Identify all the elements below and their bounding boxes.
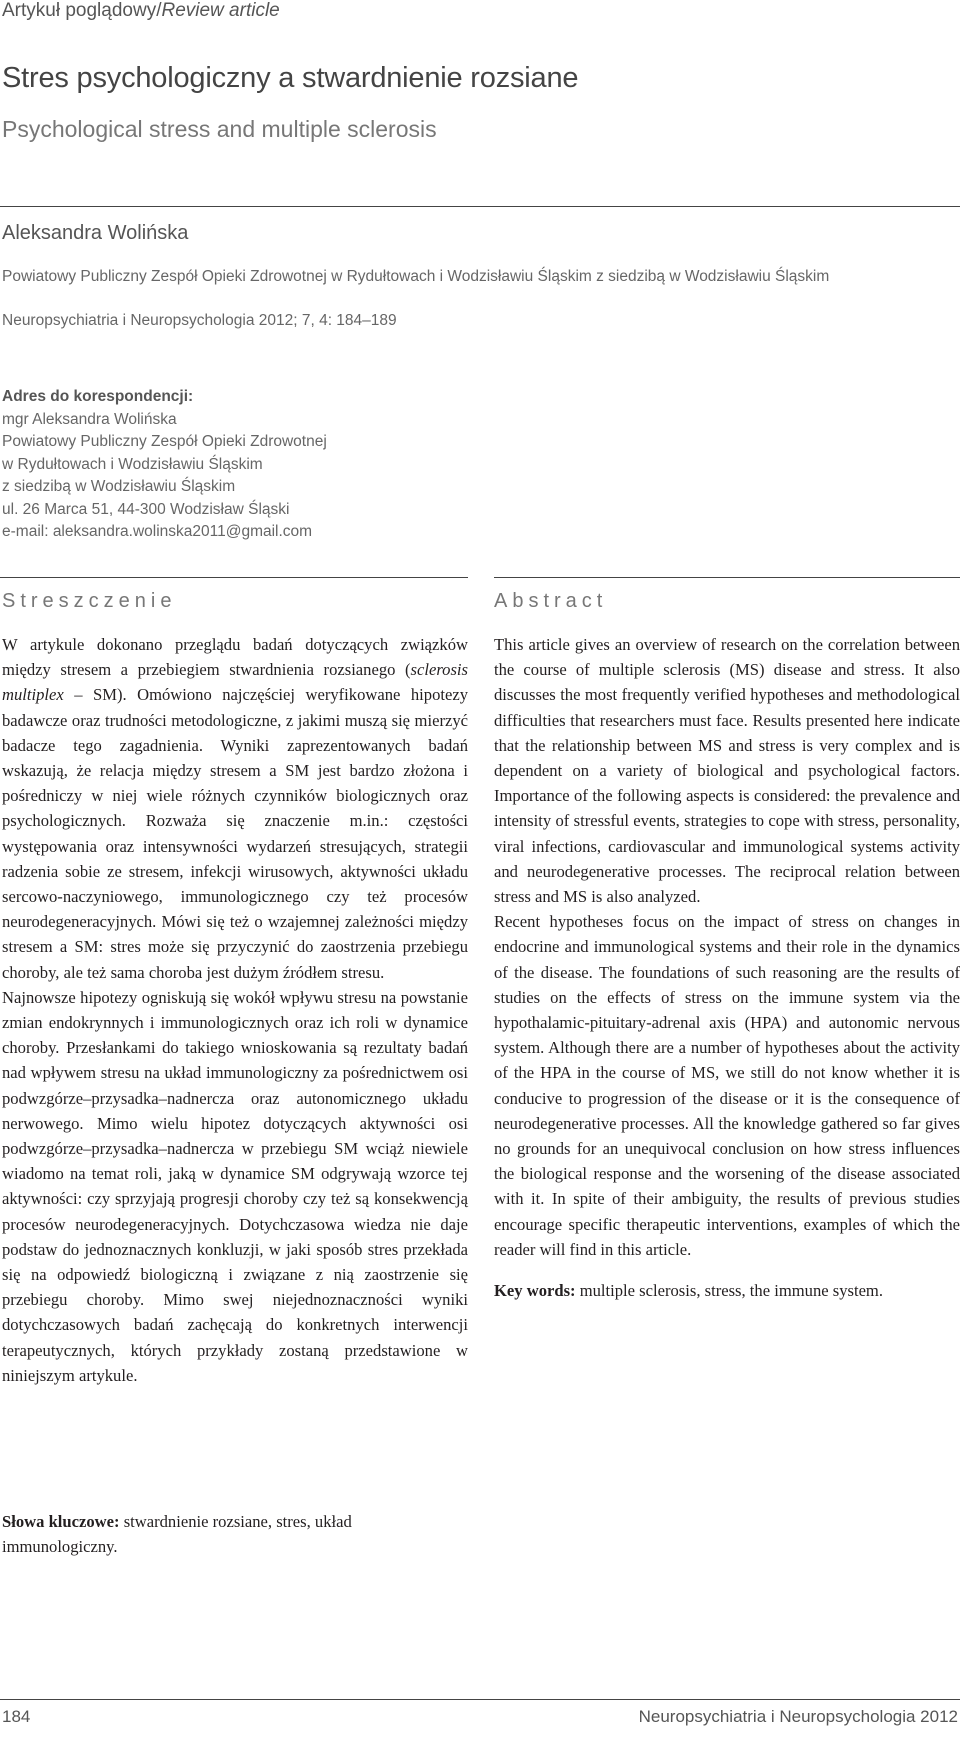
correspondence-email[interactable]: e-mail: aleksandra.wolinska2011@gmail.com bbox=[2, 523, 313, 540]
keywords-pl: stwardnienie rozsiane, stres, układ immunologiczny. bbox=[2, 1512, 352, 1557]
keywords-label-pl: Słowa kluczowe: bbox=[2, 1512, 120, 1531]
header-divider bbox=[0, 206, 960, 207]
author-name: Aleksandra Wolińska bbox=[2, 222, 189, 244]
abstract-paragraph-2: Recent hypotheses focus on the impact of stress on changes in endocrine and immunological systems and their role in the dynamics of the disease. The foundations of such reasoning are the results of studies on the effects of stress on the immune system via the hypothalamic-pituitary-adrenal axis (HPA) and autonomic nervous system. Although there are a number of hypotheses about the activity of the HPA in the course of MS, we still do not know whether it is conducive to progression of the disease or it is the consequence of neurodegenerative processes. All the knowledge gathered so far gives no grounds for an unequivocal conclusion on how stress influences the biological response and the worsening of the disease associated with it. In spite of their ambiguity, the results of previous studies encourage specific therapeutic interventions, examples of which the reader will find in this article. bbox=[494, 912, 960, 1259]
correspondence-line: z siedzibą w Wodzisławiu Śląskim bbox=[2, 478, 236, 495]
abstract-divider bbox=[494, 577, 960, 578]
abstract-paragraph-1: This article gives an overview of research on the correlation between the course of multiple sclerosis (MS) disease and stress. It also discusses the most frequently verified hypotheses and methodological difficulties that researchers must face. Results presented here indicate that the relationship between MS and stress is very complex and is dependent on a variety of biological and psychological factors. Importance of the following aspects is considered: the prevalence and intensity of stressful events, strategies to cope with stress, personality, viral infections, cardiovascular and immunological systems activity and neurodegenerative processes. The reciprocal relation between stress and MS is also analyzed. bbox=[494, 635, 960, 907]
keywords-en: multiple sclerosis, stress, the immune system. bbox=[575, 1281, 883, 1301]
streszczenie-divider bbox=[0, 577, 468, 578]
article-type-pl: Artykuł poglądowy/ bbox=[2, 0, 162, 21]
author-affiliation: Powiatowy Publiczny Zespół Opieki Zdrowotnej w Rydułtowach i Wodzisławiu Śląskim z siedzibą w Wodzisławiu Śląskim bbox=[2, 268, 830, 285]
abstract-heading: Abstract bbox=[494, 590, 608, 612]
title-polish: Stres psychologiczny a stwardnienie rozsiane bbox=[2, 62, 579, 94]
abstract-keywords bbox=[494, 1278, 960, 1303]
journal-name: Neuropsychiatria i Neuropsychologia 2012 bbox=[638, 1707, 958, 1726]
title-english: Psychological stress and multiple sclerosis bbox=[2, 116, 437, 142]
correspondence-line: Powiatowy Publiczny Zespół Opieki Zdrowotnej bbox=[2, 433, 327, 450]
citation: Neuropsychiatria i Neuropsychologia 2012; 7, 4: 184–189 bbox=[2, 312, 397, 329]
abstract-body bbox=[494, 632, 960, 1303]
streszczenie-heading: Streszczenie bbox=[2, 590, 177, 612]
article-type-en: Review article bbox=[161, 0, 280, 21]
streszczenie-paragraph-1 bbox=[2, 632, 468, 985]
footer-divider bbox=[0, 1699, 960, 1700]
streszczenie-paragraph-2: Najnowsze hipotezy ogniskują się wokół wpływu stresu na powstanie zmian endokrynnych i immunologicznych oraz ich roli w dynamice choroby. Przesłankami do takiego wnioskowania są rezultaty badań nad wpływem stresu na układ immunologiczny za pośrednictwem osi podwzgórze–przysadka–nadnercza oraz autonomicznego układu nerwowego. Mimo wielu hipotez dotyczących aktywności osi podwzgórze–przysadka–nadnercza w przebiegu SM wciąż niewiele wiadomo na temat roli, jaką w dynamice SM odgrywają wzorce tej aktywności: czy sprzyjają progresji choroby czy też są konsekwencją procesów neurodegeneracyjnych. Dotychczasowa wiedza nie daje podstaw do jednoznacznych konkluzji, w jaki sposób stres przekłada się na odpowiedź biologiczną i związane z nią zaostrzenie się przebiegu choroby. Mimo swej niejednoznaczności wyniki dotychczasowych badań zachęcają do konkretnych interwencji terapeutycznych, których przykłady zostaną przedstawione w niniejszym artykule. bbox=[2, 987, 468, 1385]
page-number: 184 bbox=[2, 1707, 31, 1726]
streszczenie-p1-end: – SM). Omówiono najczęściej weryfikowane hipotezy badawcze oraz trudności metodologiczne, z jakimi muszą się mierzyć badacze tego zagadnienia. Wyniki zaprezentowanych badań wskazują, że relacja między stresem a SM jest bardzo złożona i pośredniczy w niej wiele różnych czynników biologicznych oraz psychologicznych. Rozważa się znaczenie m.in.: częstości występowania oraz intensywności wydarzeń stresujących, strategii radzenia sobie ze stresem, infekcji wirusowych, aktywności układu sercowo-naczyniowego, immunologicznego czy też procesów neurodegeneracyjnych. Mówi się też o wzajemnej zależności między stresem a SM: stres może się przyczynić do zaostrzenia przebiegu choroby, ale też sama choroba jest dużym źródłem stresu. bbox=[2, 685, 468, 982]
correspondence-line: w Rydułtowach i Wodzisławiu Śląskim bbox=[2, 455, 263, 473]
article-type bbox=[2, 0, 280, 22]
correspondence-block bbox=[2, 386, 327, 544]
streszczenie-body bbox=[2, 632, 468, 1388]
keywords-label-en: Key words: bbox=[494, 1281, 576, 1301]
correspondence-line: mgr Aleksandra Wolińska bbox=[2, 410, 177, 428]
correspondence-heading: Adres do korespondencji: bbox=[2, 388, 194, 405]
streszczenie-p1-start: W artykule dokonano przeglądu badań dotyczących związków między stresem a przebiegiem stwardnienia rozsianego ( bbox=[2, 635, 468, 680]
streszczenie-keywords bbox=[2, 1509, 468, 1559]
latin-term: sclerosis multiplex bbox=[2, 660, 468, 705]
correspondence-line: ul. 26 Marca 51, 44-300 Wodzisław Śląski bbox=[2, 500, 290, 518]
